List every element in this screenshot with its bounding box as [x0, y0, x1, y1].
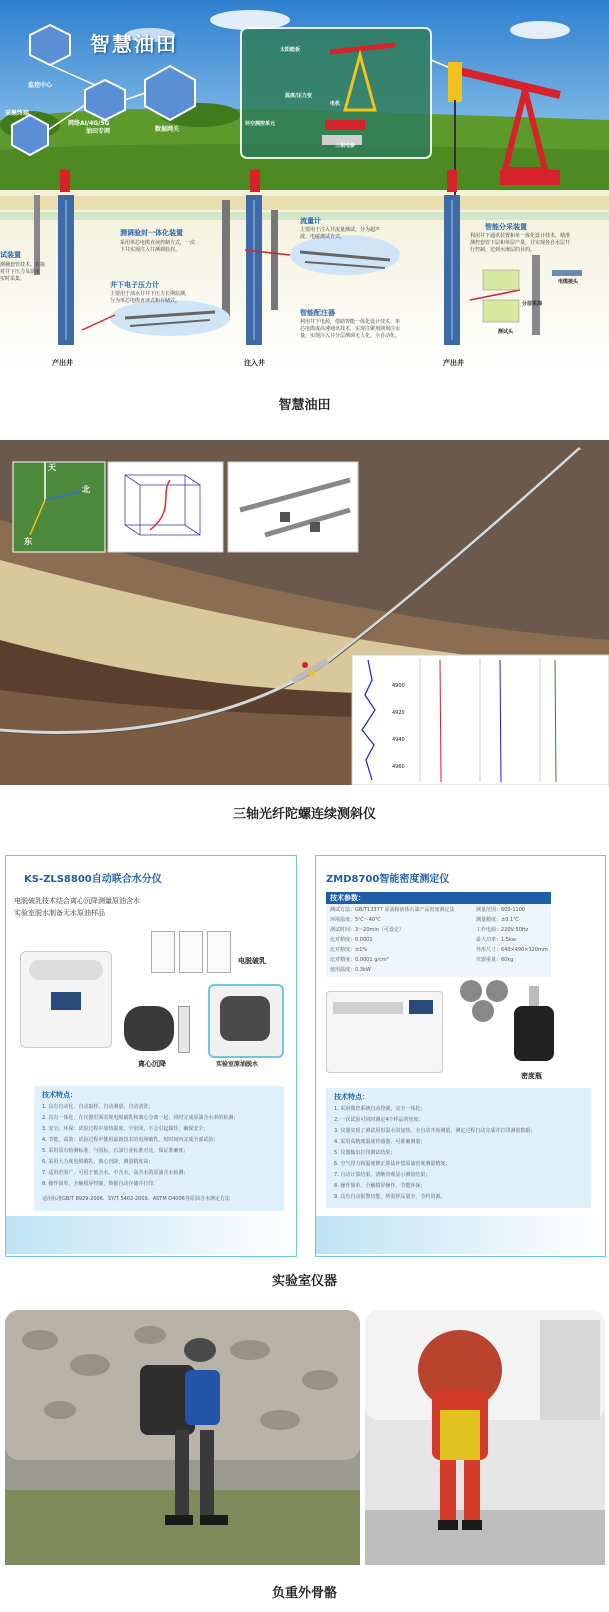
density-feature-9: 9. 具有自动报警功能，所需样品量少，节约资源。 — [334, 1194, 446, 1200]
water-analyzer-subtitle-2: 实验室脱水制备无水原油样品 — [14, 909, 105, 917]
node-network: 网络AI/4G/5G — [68, 120, 110, 127]
density-meter-features — [326, 1088, 591, 1208]
density-feature-5: 5. 仪器输出打印测试结果； — [334, 1150, 396, 1156]
water-analyzer-footnote: 适用标准GB/T 8929-2006、SY/T 5402-2009、ASTM D4006等原油含水测定方法 — [42, 1196, 230, 1202]
smart-oilfield-title: 智慧油田 — [90, 32, 178, 56]
density-feature-8: 8. 操作简单，全触摸屏操作，节能环保； — [334, 1183, 426, 1189]
density-feature-6: 6. 空气浮力和温度修正算法补偿原油密度测量精度； — [334, 1161, 451, 1167]
node-data-gateway: 数据网关 — [155, 126, 180, 133]
spec-row-2-right: 测量精度：±0.1℃ — [476, 917, 519, 923]
axis-label-up: 天 — [48, 463, 56, 472]
centrifuge-image — [124, 1006, 174, 1051]
node-monitor-center: 监控中心 — [28, 82, 53, 89]
well-producer-right: 产出井 — [443, 359, 464, 367]
log-tick-1: 4900 — [392, 683, 405, 689]
density-meter-image — [326, 991, 443, 1073]
label-smart-distributor-desc: 利用井下电源，借助智能一体化设计技术，单 芯电缆或高速通讯技术，实现注聚剂调剂注水 量，实现注入井分层测调无人化、全自动化。 — [300, 319, 401, 339]
node-remote-terminal: 采集终端 — [5, 110, 30, 117]
label-emulsion: 电脱破乳 — [238, 957, 266, 965]
probe-image — [178, 1006, 190, 1053]
well-injector: 注入井 — [244, 359, 265, 367]
density-meter-features-title: 技术特点： — [334, 1093, 369, 1101]
label-centrifuge: 离心沉降 — [138, 1060, 166, 1068]
label-mini-b: 分层采油 — [522, 301, 543, 307]
density-specs-title: 技术参数： — [326, 892, 551, 904]
spec-row-4-left: 比对精度：0.0001 — [330, 937, 373, 943]
panel-temp-pressure: 温度/压力变 — [285, 93, 312, 99]
water-feature-1: 1. 具有自动化、自动取样、自动测量、自动清洗； — [42, 1104, 154, 1110]
panel-wellhead-meter: 环空测控单元 — [245, 121, 276, 127]
spec-row-3-left: 测试时间：3～20min（可设定） — [330, 927, 404, 933]
well-producer-left: 产出井 — [52, 359, 73, 367]
smart-oilfield-caption: 智慧油田 — [278, 398, 331, 413]
emulsion-tubes-image — [151, 931, 233, 981]
gyro-inclinometer-illustration — [0, 440, 609, 785]
lab-instruments-section — [0, 845, 609, 1295]
density-meter-panel — [315, 855, 606, 1257]
spec-row-4-right: 最大功率：1.5kw — [476, 937, 516, 943]
label-test-device: 试装置 — [0, 251, 21, 259]
label-zonal-production-desc: 利用井下通讯装置和单一体化设计技术，精准 测控套管下层和单层产量，并实现各自水层开 行控制，达到水淹层的目的。 — [470, 233, 571, 253]
water-feature-7: 7. 适用范围广，可用于低含水、中含水、高含水的原油含水检测； — [42, 1170, 189, 1176]
spec-row-5-left: 比对精度：±1% — [330, 947, 368, 953]
water-feature-4: 4. 节能、高效：试验过程中使用最新技术的电场破乳，短时间内完成全部试验； — [42, 1137, 219, 1143]
label-mini-c: 测试头 — [498, 329, 514, 335]
label-downhole-gauge-desc: 主要用于油水井井下压力长期监测， 分为单芯电缆直读式和存储式。 — [110, 291, 191, 304]
panel-controller: 三相电参 — [335, 143, 356, 149]
water-analyzer-features-title: 技术特点： — [42, 1091, 77, 1099]
density-feature-2: 2. 一次试验可同时测定4个样品的密度； — [334, 1117, 424, 1123]
dewater-image — [208, 984, 284, 1058]
log-tick-2: 4920 — [392, 710, 405, 716]
density-feature-7: 7. 自动计算结果，清晰直观显示测量结果； — [334, 1172, 431, 1178]
density-feature-4: 4. 采用高精度温度传感器，可准确测量； — [334, 1139, 426, 1145]
panel-oil-pump: 电机 — [330, 101, 341, 107]
log-tick-4: 4960 — [392, 764, 405, 770]
spec-row-6-left: 比对精度：0.0001 g/cm³ — [330, 957, 389, 963]
label-integrated-seal: 测调验封一体化装置 — [120, 229, 183, 237]
exoskeleton-section — [0, 1310, 609, 1612]
label-downhole-gauge: 井下电子压力计 — [110, 281, 159, 289]
label-mini-a: 电缆接头 — [558, 279, 579, 285]
spec-row-7-left: 使用温度：0.3kW — [330, 967, 371, 973]
water-feature-2: 2. 具有一体化，在仪器里面实现电脱破乳和离心分离一起，同时完成原油含水率的检测； — [42, 1115, 239, 1121]
water-analyzer-features — [34, 1086, 284, 1211]
density-bottle-image — [514, 986, 554, 1061]
log-tick-3: 4940 — [392, 737, 405, 743]
label-integrated-seal-desc: 采用单芯电缆直读控制方式，一次 下井实现注入井测调验封。 — [120, 240, 196, 253]
exoskeleton-caption: 负重外骨骼 — [271, 1586, 337, 1601]
gyro-inclinometer-section — [0, 440, 609, 820]
gyro-inclinometer-caption: 三轴光纤陀螺连续测斜仪 — [232, 807, 376, 820]
spec-row-5-right: 外形尺寸：640×490×320mm — [476, 947, 548, 953]
exoskeleton-photos — [0, 1310, 609, 1570]
water-feature-6: 6. 采用大力度电脱破乳、离心沉降，测量精度高； — [42, 1159, 154, 1165]
density-specs-table — [326, 892, 551, 977]
axis-label-north: 北 — [82, 485, 90, 494]
label-test-device-desc: 测桶套管技术，对接 对井下压力及温度 实时采集。 — [0, 262, 46, 282]
water-feature-3: 3. 安全、环保：试验过程中加热温度，全密闭，不会引起爆炸，确保安全； — [42, 1126, 209, 1132]
label-density-bottle: 密度瓶 — [521, 1072, 542, 1080]
density-meter-title: ZMD8700智能密度测定仪 — [326, 874, 450, 885]
label-zonal-production: 智能分采装置 — [485, 223, 527, 231]
water-feature-5: 5. 采用原有检测标准，与国标，石油行业标准对比，保证准确度； — [42, 1148, 189, 1154]
axis-label-east: 东 — [24, 537, 32, 546]
label-smart-distributor: 智能配注器 — [300, 309, 335, 317]
spec-row-3-right: 工作电源：220V 50Hz — [476, 927, 529, 933]
spec-row-6-right: 仪器重量：60kg — [476, 957, 514, 963]
water-analyzer-panel — [5, 855, 297, 1257]
panel-solar-board: 太阳能板 — [280, 47, 301, 53]
density-cups-image — [456, 976, 516, 1026]
spec-row-1-left: 测试方法：GB/T13377 原油和液体石油产品密度测定法 — [330, 907, 455, 913]
smart-oilfield-section — [0, 0, 609, 415]
node-network-sub: 油田专网 — [86, 128, 111, 135]
water-feature-8: 8. 操作简单，全触摸屏控制，数据自动存储并打印。 — [42, 1181, 159, 1187]
water-analyzer-subtitle-1: 电脱破乳技术结合离心沉降测量原油含水 — [14, 897, 140, 905]
density-feature-3: 3. 仪器实现了测试用恒温水浴加热，全自动开始测量，测定过程自动完成并打印测量数据； — [334, 1128, 536, 1134]
density-wave-decoration — [316, 1216, 603, 1254]
spec-row-1-right: 测量范围：600-1100 — [476, 907, 526, 913]
water-analyzer-title: KS-ZLS8800自动联合水分仪 — [24, 874, 162, 885]
spec-row-2-left: 环境温度：5℃～40℃ — [330, 917, 381, 923]
lab-instruments-caption: 实验室仪器 — [271, 1274, 337, 1289]
water-analyzer-image — [20, 951, 112, 1048]
label-flowmeter-desc: 主要用于注入井流量测试，分为超声 波、电磁测试方式。 — [300, 227, 381, 240]
label-flowmeter: 流量计 — [300, 217, 321, 225]
water-wave-decoration — [6, 1216, 294, 1254]
label-dewater: 实验室原油脱水 — [216, 1061, 259, 1068]
density-feature-1: 1. 采用微控系统自动控制，完全一体化； — [334, 1106, 426, 1112]
